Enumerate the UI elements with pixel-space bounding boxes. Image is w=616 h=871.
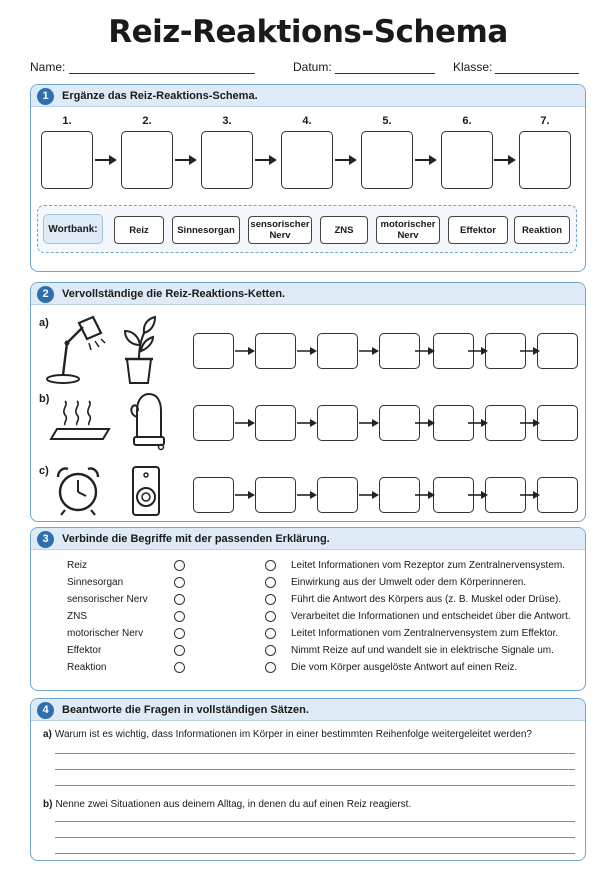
section-2-title: Vervollständige die Reiz-Reaktions-Ketten. — [62, 288, 286, 300]
match-explanation: Die vom Körper ausgelöste Antwort auf einen Reiz. — [291, 662, 518, 673]
match-dot-right[interactable] — [265, 662, 276, 673]
match-term: sensorischer Nerv — [67, 594, 148, 605]
word-chip[interactable]: Sinnesorgan — [172, 216, 240, 244]
chain-box[interactable] — [255, 405, 296, 441]
answer-line[interactable] — [55, 769, 575, 770]
section-4-number: 4 — [37, 702, 54, 719]
answer-box[interactable] — [519, 131, 571, 189]
chain-box[interactable] — [317, 333, 358, 369]
row-label: c) — [39, 465, 49, 477]
row-label: a) — [39, 317, 49, 329]
arrow-right-icon — [254, 154, 278, 166]
section-4-title: Beantworte die Fragen in vollständigen Sätzen. — [62, 704, 309, 716]
worksheet — [25, 10, 591, 863]
potted-plant-icon — [119, 313, 159, 385]
answer-box[interactable] — [41, 131, 93, 189]
word-chip[interactable]: Reaktion — [514, 216, 570, 244]
match-dot-left[interactable] — [174, 645, 185, 656]
chain-box[interactable] — [537, 333, 578, 369]
match-dot-left[interactable] — [174, 594, 185, 605]
arrow-right-icon — [414, 490, 436, 500]
section-4-header — [31, 699, 585, 721]
alarm-clock-icon — [53, 463, 103, 517]
step-label: 7. — [540, 115, 550, 127]
chain-box[interactable] — [255, 477, 296, 513]
match-dot-right[interactable] — [265, 594, 276, 605]
question-a — [43, 729, 532, 740]
name-field[interactable] — [69, 73, 255, 74]
arrow-right-icon — [234, 346, 256, 356]
question-b — [43, 799, 411, 810]
hot-plate-icon — [45, 395, 111, 445]
arrow-right-icon — [414, 346, 436, 356]
question-text: Nenne zwei Situationen aus deinem Alltag, in denen du auf einen Reiz reagierst. — [55, 799, 412, 810]
arrow-right-icon — [493, 154, 517, 166]
word-chip[interactable]: Reiz — [114, 216, 164, 244]
match-term: motorischer Nerv — [67, 628, 144, 639]
match-dot-left[interactable] — [174, 662, 185, 673]
match-row — [31, 626, 586, 643]
section-1-title: Ergänze das Reiz-Reaktions-Schema. — [62, 90, 258, 102]
match-explanation: Verarbeitet die Informationen und entscheidet über die Antwort. — [291, 611, 571, 622]
arrow-right-icon — [467, 418, 489, 428]
step-label: 4. — [302, 115, 312, 127]
arrow-right-icon — [174, 154, 198, 166]
section-1-number: 1 — [37, 88, 54, 105]
arrow-right-icon — [519, 346, 541, 356]
desk-lamp-icon — [45, 313, 107, 385]
step-label: 2. — [142, 115, 152, 127]
match-dot-right[interactable] — [265, 645, 276, 656]
chain-box[interactable] — [537, 405, 578, 441]
chain-box[interactable] — [317, 477, 358, 513]
match-explanation: Führt die Antwort des Körpers aus (z. B. Muskel oder Drüse). — [291, 594, 562, 605]
section-3 — [30, 527, 586, 691]
row-label: b) — [39, 393, 50, 405]
match-explanation: Nimmt Reize auf und wandelt sie in elektrische Signale um. — [291, 645, 554, 656]
answer-box[interactable] — [281, 131, 333, 189]
arrow-right-icon — [358, 418, 380, 428]
arrow-right-icon — [234, 490, 256, 500]
match-explanation: Leitet Informationen vom Zentralnervensystem zum Effektor. — [291, 628, 559, 639]
date-label: Datum: — [293, 60, 332, 74]
step-label: 6. — [462, 115, 472, 127]
match-dot-right[interactable] — [265, 611, 276, 622]
arrow-right-icon — [467, 346, 489, 356]
header-fields — [25, 60, 591, 80]
answer-line[interactable] — [55, 785, 575, 786]
answer-box[interactable] — [121, 131, 173, 189]
chain-box[interactable] — [193, 405, 234, 441]
match-row — [31, 660, 586, 677]
class-label: Klasse: — [453, 60, 493, 74]
word-chip[interactable]: Effektor — [448, 216, 508, 244]
match-explanation: Leitet Informationen vom Rezeptor zum Zentralnervensystem. — [291, 560, 566, 571]
arrow-right-icon — [519, 490, 541, 500]
oven-mitt-icon — [129, 391, 167, 451]
arrow-right-icon — [334, 154, 358, 166]
match-explanation: Einwirkung aus der Umwelt oder dem Körperinneren. — [291, 577, 527, 588]
word-chip[interactable]: ZNS — [320, 216, 368, 244]
answer-box[interactable] — [441, 131, 493, 189]
wordbank — [37, 205, 577, 253]
wordbank-label: Wortbank: — [43, 214, 103, 244]
class-field[interactable] — [495, 73, 579, 74]
match-dot-right[interactable] — [265, 577, 276, 588]
chain-box[interactable] — [193, 333, 234, 369]
section-1-header — [31, 85, 585, 107]
section-1 — [30, 84, 586, 272]
question-text: Warum ist es wichtig, dass Informationen im Körper in einer bestimmten Reihenfolge weitergeleitet werden? — [54, 729, 532, 740]
chain-box[interactable] — [537, 477, 578, 513]
match-row — [31, 609, 586, 626]
match-term: Reaktion — [67, 662, 107, 673]
word-chip[interactable]: sensorischer Nerv — [248, 216, 312, 244]
arrow-right-icon — [414, 154, 438, 166]
name-label: Name: — [30, 60, 66, 74]
section-3-header — [31, 528, 585, 550]
arrow-right-icon — [519, 418, 541, 428]
match-dot-left[interactable] — [174, 560, 185, 571]
match-row — [31, 592, 586, 609]
step-label: 3. — [222, 115, 232, 127]
match-term: Sinnesorgan — [67, 577, 124, 588]
match-term: Reiz — [67, 560, 88, 571]
step-label: 1. — [62, 115, 72, 127]
arrow-right-icon — [358, 490, 380, 500]
section-4 — [30, 698, 586, 861]
match-dot-left[interactable] — [174, 611, 185, 622]
answer-line[interactable] — [55, 753, 575, 754]
section-2 — [30, 282, 586, 522]
section-3-title: Verbinde die Begriffe mit der passenden Erklärung. — [62, 533, 330, 545]
chain-box[interactable] — [255, 333, 296, 369]
worksheet-title: Reiz-Reaktions-Schema — [108, 14, 508, 50]
arrow-right-icon — [234, 418, 256, 428]
section-3-number: 3 — [37, 531, 54, 548]
match-term: ZNS — [67, 611, 87, 622]
match-row — [31, 643, 586, 660]
arrow-right-icon — [414, 418, 436, 428]
match-dot-left[interactable] — [174, 577, 185, 588]
step-label: 5. — [382, 115, 392, 127]
arrow-right-icon — [94, 154, 118, 166]
match-term: Effektor — [67, 645, 102, 656]
arrow-right-icon — [296, 346, 318, 356]
question-label: b) — [43, 799, 53, 810]
match-row — [31, 575, 586, 592]
arrow-right-icon — [296, 418, 318, 428]
answer-line[interactable] — [55, 853, 575, 854]
answer-line[interactable] — [55, 821, 575, 822]
date-field[interactable] — [335, 73, 435, 74]
match-row — [31, 558, 586, 575]
match-dot-right[interactable] — [265, 560, 276, 571]
arrow-right-icon — [296, 490, 318, 500]
answer-box[interactable] — [201, 131, 253, 189]
answer-box[interactable] — [361, 131, 413, 189]
chain-box[interactable] — [317, 405, 358, 441]
answer-line[interactable] — [55, 837, 575, 838]
arrow-right-icon — [358, 346, 380, 356]
section-2-number: 2 — [37, 286, 54, 303]
question-label: a) — [43, 729, 52, 740]
arrow-right-icon — [467, 490, 489, 500]
section-2-header — [31, 283, 585, 305]
chain-box[interactable] — [193, 477, 234, 513]
match-dot-right[interactable] — [265, 628, 276, 639]
speaker-icon — [131, 465, 161, 517]
match-dot-left[interactable] — [174, 628, 185, 639]
word-chip[interactable]: motorischer Nerv — [376, 216, 440, 244]
